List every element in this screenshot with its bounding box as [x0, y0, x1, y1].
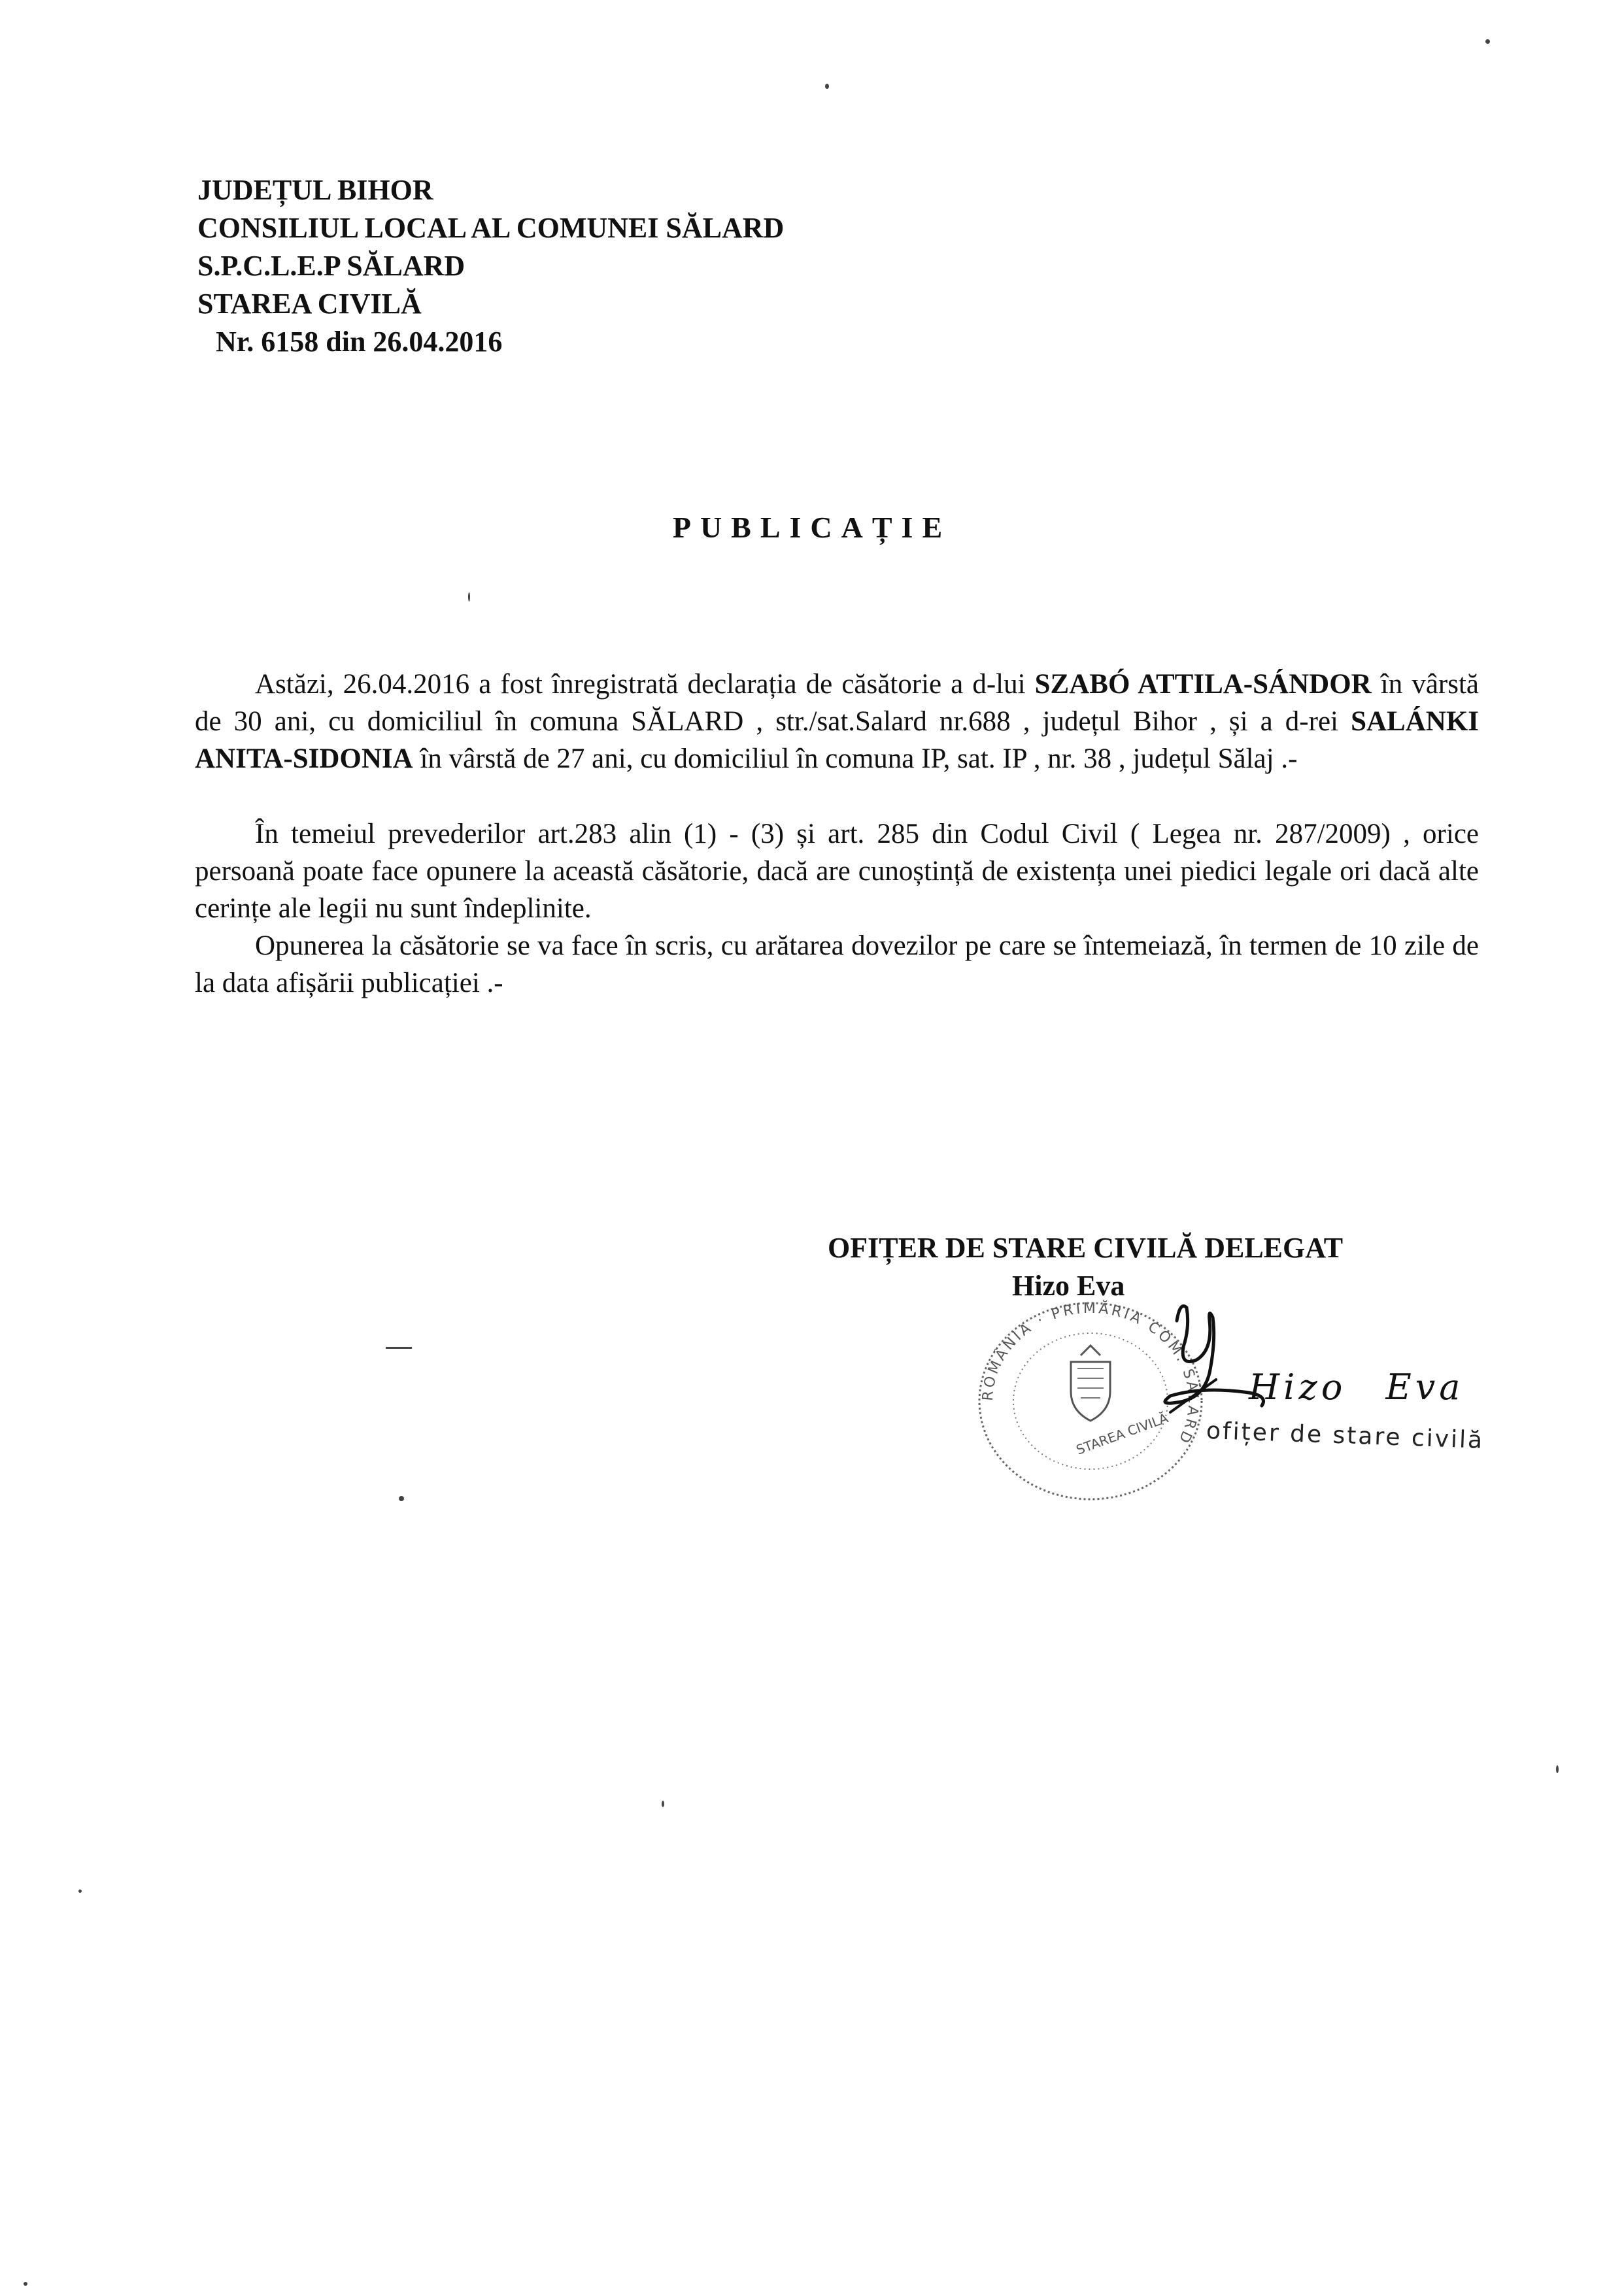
scan-speck	[1556, 1765, 1559, 1773]
coat-of-arms-icon	[1071, 1346, 1110, 1421]
scan-speck	[1485, 39, 1490, 44]
groom-name: SZABÓ ATTILA-SÁNDOR	[1034, 669, 1372, 700]
bride-name: SALÁNKI ANITA-SIDONIA	[195, 706, 1479, 774]
signatory-name: Hizo Eva	[1012, 1270, 1125, 1302]
scan-speck	[468, 592, 470, 602]
legal-basis-paragraph: În temeiul prevederilor art.283 alin (1) - (3) și art. 285 din Codul Civil ( Legea nr. 287/2009) , orice persoană poate face opunere la această căsătorie, dacă are cunoștință de existența unei piedici legale ori dacă alte cerințe ale legii nu sunt îndeplinite.	[195, 819, 1479, 924]
signatory-role: OFIȚER DE STARE CIVILĂ DELEGAT	[828, 1232, 1344, 1264]
stamped-signature-role: ofițer de stare civilă	[1206, 1417, 1485, 1454]
document-body	[195, 666, 1479, 1002]
scan-speck	[399, 1496, 404, 1501]
seal-inner-text: STAREA CIVILĂ	[1074, 1410, 1170, 1458]
scan-speck	[24, 2282, 27, 2286]
scan-speck	[825, 84, 829, 89]
seal-outer-text: ROMÂNIA · PRIMĂRIA COM. SĂLARD	[979, 1300, 1202, 1448]
council-line: CONSILIUL LOCAL AL COMUNEI SĂLARD	[197, 212, 785, 244]
declaration-text-3: în vârstă de 27 ani, cu domiciliul în comuna IP, sat. IP , nr. 38 , județul Sălaj .-	[413, 743, 1298, 774]
service-line: S.P.C.L.E.P SĂLARD	[197, 250, 465, 282]
scan-speck	[386, 1347, 412, 1349]
document-title: PUBLICAȚIE	[672, 511, 952, 544]
scan-speck	[662, 1801, 664, 1807]
document-header	[197, 171, 784, 361]
county-line: JUDEȚUL BIHOR	[197, 174, 433, 206]
declaration-paragraph	[195, 666, 1479, 777]
declaration-text-2: în vârstă de 30 ani, cu domiciliul în comuna SĂLARD , str./sat.Salard nr.688 , județul Bihor , și a d-rei	[195, 669, 1479, 737]
department-line: STAREA CIVILĂ	[197, 288, 422, 320]
scan-speck	[78, 1890, 82, 1893]
stamped-signature-name: Hizo Eva	[1249, 1366, 1464, 1408]
registration-number: Nr. 6158 din 26.04.2016	[216, 326, 503, 358]
opposition-paragraph: Opunerea la căsătorie se va face în scris, cu arătarea dovezilor pe care se întemeiază, în termen de 10 zile de la data afișării publicației .-	[195, 930, 1479, 998]
declaration-text-1: Astăzi, 26.04.2016 a fost înregistrată declarația de căsătorie a d-lui	[255, 669, 1035, 700]
